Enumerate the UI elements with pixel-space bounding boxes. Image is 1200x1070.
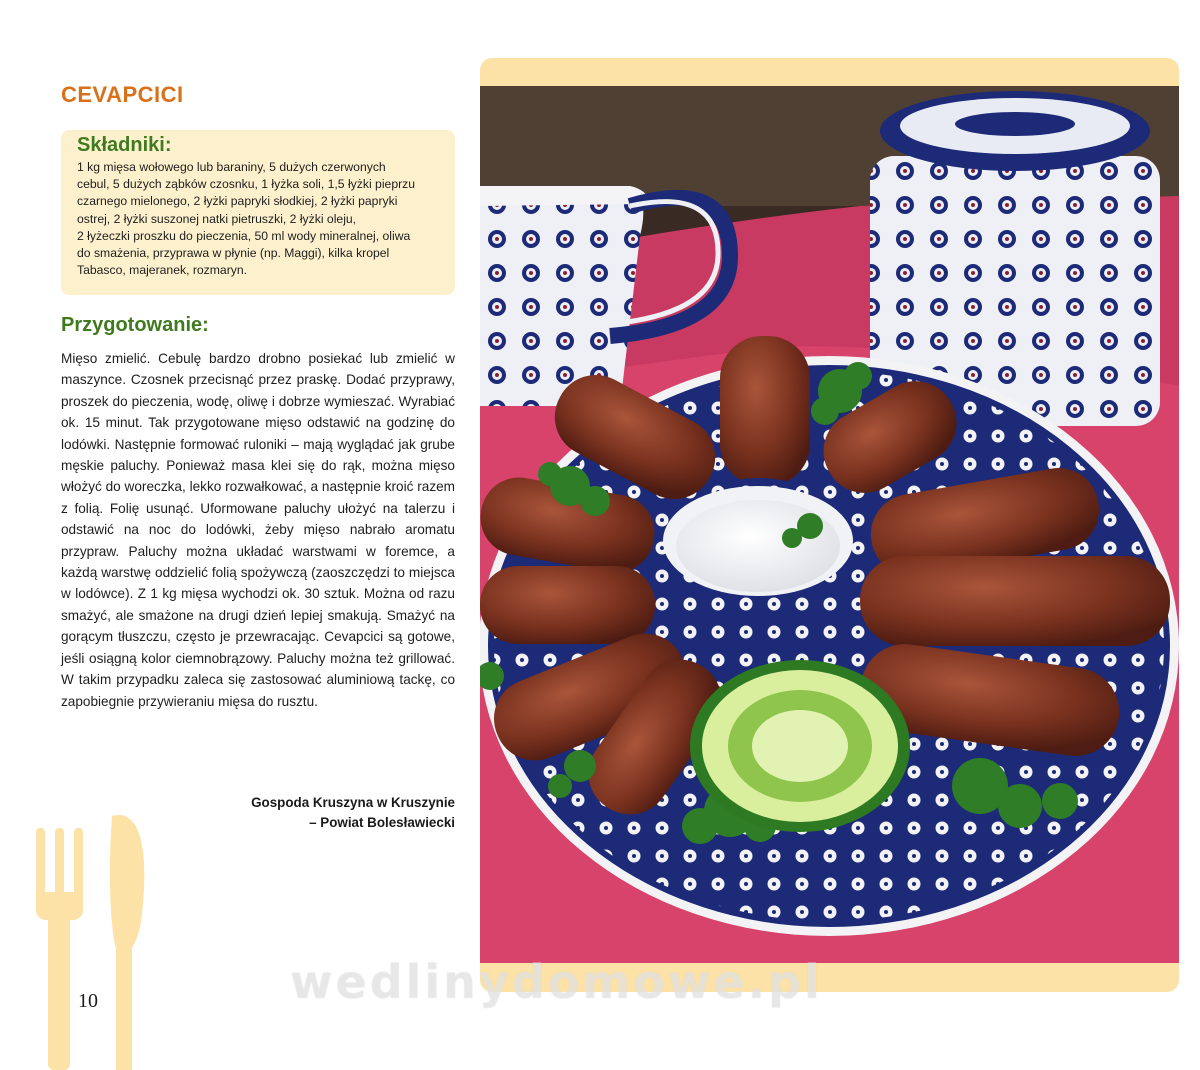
watermark: wedlinydomowe.pl: [290, 955, 823, 1009]
credit-line-2: – Powiat Bolesławiecki: [309, 815, 455, 830]
preparation-text: Mięso zmielić. Cebulę bardzo drobno posiekać lub zmielić w maszynce. Czosnek przecisnąć przez praskę. Dodać przyprawy, proszek do pieczenia, wodę, oliwę i dobrze wymieszać. Wyrabiać ok. 15 minut. Tak przygotowane mięso odstawić na godzinę do lodówki. Następnie formować ruloniki – mają wyglądać jak grube męskie paluchy. Ponieważ masa klei się do rąk, można mięso włożyć do woreczka, lekko rozwałkować, a następnie kroić razem z folią. Folię usunąć. Uformowane paluchy ułożyć na talerzu i odstawić na noc do lodówki, żeby mięso nabrało aromatu przypraw. Paluchy można układać warstwami w foremce, a każdą warstwę oddzielić folią spożywczą (zaoszczędzi to miejsca w lodówce). Z 1 kg mięsa wychodzi ok. 30 sztuk. Można od razu smażyć, ale smażone na drugi dzień lepiej smakują. Smażyć na gorącym tłuszczu, często je przewracając. Cevapcici są gotowe, jeśli osiągną kolor ciemnobrązowy. Paluchy można też grillować. W takim przypadku zaleca się zastosować aluminiową tackę, co zapobiegnie przywieraniu mięsa do rusztu.: [61, 351, 455, 709]
page-number: 10: [78, 990, 98, 1012]
recipe-title: CEVAPCICI: [61, 82, 184, 107]
ingredients-heading: Składniki:: [77, 134, 172, 156]
credit-line-1: Gospoda Kruszyna w Kruszynie: [251, 795, 455, 810]
fork-knife-icon: [28, 808, 158, 1070]
credit: [180, 793, 455, 833]
cevapcici-plate-illustration: [480, 86, 1179, 963]
ingredients-box: [61, 130, 455, 295]
dish-photo: [480, 86, 1179, 963]
ingredients-text: 1 kg mięsa wołowego lub baraniny, 5 dużych czerwonych cebul, 5 dużych ząbków czosnku, 1 łyżka soli, 1,5 łyżki pieprzu czarnego mielonego, 2 łyżki papryki słodkiej, 2 łyżki papryki ostrej, 2 łyżki suszonej natki pietruszki, 2 łyżki oleju, 2 łyżeczki proszku do pieczenia, 50 ml wody mineralnej, oliwa do smażenia, przyprawa w płynie (np. Maggi), kilka kropel Tabasco, majeranek, rozmaryn.: [77, 160, 416, 278]
preparation-heading: Przygotowanie:: [61, 314, 209, 336]
